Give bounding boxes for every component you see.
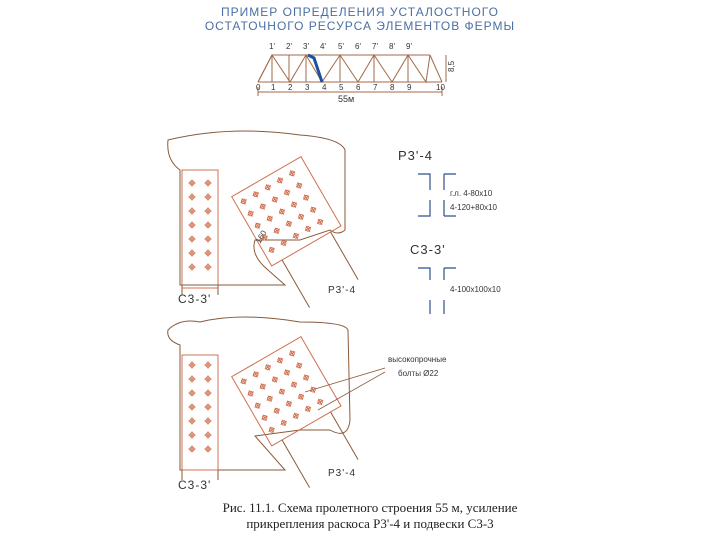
bolt-icon <box>246 209 256 219</box>
bolt-icon <box>189 236 196 243</box>
bolt-icon <box>251 190 261 200</box>
bolt-icon <box>251 370 261 380</box>
span-label: 55м <box>338 94 355 104</box>
bolt-icon <box>189 180 196 187</box>
bolt-icon <box>277 207 287 217</box>
bolt-icon <box>287 169 297 179</box>
bottom-node-label: 9 <box>407 83 412 92</box>
top-node-label: 2' <box>286 42 292 51</box>
top-node-label: 1' <box>269 42 275 51</box>
bolt-icon <box>205 236 212 243</box>
truss-scheme <box>258 55 446 96</box>
bolt-icon <box>189 376 196 383</box>
bottom-node-label: 8 <box>390 83 395 92</box>
section-p34-title: Р3'-4 <box>398 148 433 163</box>
top-node-label: 9' <box>406 42 412 51</box>
bolt-icon <box>275 356 285 366</box>
bottom-node-label: 0 <box>256 83 261 92</box>
bolt-icon <box>260 413 270 423</box>
bolt-icon <box>189 250 196 257</box>
bolt-icon <box>296 212 306 222</box>
bolt-icon <box>189 404 196 411</box>
bolt-icon <box>315 397 325 407</box>
bolt-icon <box>189 418 196 425</box>
bolt-icon <box>272 226 282 236</box>
bolt-icon <box>253 401 263 411</box>
caption-line-1: Рис. 11.1. Схема пролетного строения 55 м, усиление <box>222 500 518 515</box>
bolt-group-brace-bottom <box>239 349 325 435</box>
bolt-icon <box>189 390 196 397</box>
bolt-icon <box>189 208 196 215</box>
bolt-icon <box>205 418 212 425</box>
brace-label-bottom: Р3'-4 <box>328 468 357 479</box>
top-node-label: 4' <box>320 42 326 51</box>
section-c33 <box>410 242 501 314</box>
bolt-icon <box>205 390 212 397</box>
top-node-label: 7' <box>372 42 378 51</box>
bolt-icon <box>239 377 249 387</box>
top-node-label: 3' <box>303 42 309 51</box>
bolt-icon <box>205 432 212 439</box>
top-node-labels <box>269 42 412 51</box>
bolt-icon <box>291 411 301 421</box>
bolt-icon <box>303 404 313 414</box>
bolt-icon <box>294 181 304 191</box>
bolt-icon <box>265 394 275 404</box>
brace-label-top: Р3'-4 <box>328 285 357 296</box>
bolt-icon <box>205 376 212 383</box>
bolt-icon <box>205 264 212 271</box>
bolt-icon <box>205 404 212 411</box>
bolt-icon <box>258 382 268 392</box>
bolt-group-brace-top <box>239 169 325 255</box>
bolt-icon <box>284 399 294 409</box>
bolt-icon <box>308 385 318 395</box>
bolt-icon <box>277 387 287 397</box>
bolt-icon <box>263 183 273 193</box>
bottom-node-label: 7 <box>373 83 378 92</box>
bolt-icon <box>289 380 299 390</box>
bolt-group-hanger-bottom <box>189 362 212 453</box>
bolt-icon <box>301 373 311 383</box>
dim-label: 160 <box>253 228 269 245</box>
section-p34-line1: г.л. 4-80х10 <box>450 189 493 198</box>
detail-top <box>168 131 369 314</box>
bolt-icon <box>289 200 299 210</box>
bottom-node-labels <box>256 83 445 92</box>
bolt-icon <box>284 219 294 229</box>
bottom-node-label: 2 <box>288 83 293 92</box>
bolt-icon <box>205 194 212 201</box>
bolt-icon <box>205 250 212 257</box>
bottom-node-label: 10 <box>436 83 445 92</box>
bolt-icon <box>205 180 212 187</box>
bolt-icon <box>272 406 282 416</box>
section-p34 <box>398 148 497 216</box>
top-node-label: 6' <box>355 42 361 51</box>
bolt-icon <box>308 205 318 215</box>
bolt-icon <box>205 208 212 215</box>
section-p34-line2: 4-120+80х10 <box>450 203 497 212</box>
bolt-icon <box>282 188 292 198</box>
bolt-icon <box>270 375 280 385</box>
bolt-icon <box>291 231 301 241</box>
title-line-2: ОСТАТОЧНОГО РЕСУРСА ЭЛЕМЕНТОВ ФЕРМЫ <box>204 19 516 33</box>
bolt-icon <box>189 362 196 369</box>
top-node-label: 5' <box>338 42 344 51</box>
bottom-node-label: 4 <box>322 83 327 92</box>
bolt-icon <box>205 446 212 453</box>
bolt-icon <box>282 368 292 378</box>
bolt-icon <box>189 194 196 201</box>
bolt-group-hanger-top <box>189 180 212 271</box>
detail-bottom <box>168 317 447 494</box>
bolt-icon <box>279 418 289 428</box>
bolt-icon <box>303 224 313 234</box>
bottom-node-label: 6 <box>356 83 361 92</box>
section-c33-line1: 4-100х100х10 <box>450 285 501 294</box>
caption-line-2: прикрепления раскоса Р3'-4 и подвески С3-3 <box>246 516 494 531</box>
bolt-icon <box>258 202 268 212</box>
bolt-icon <box>265 214 275 224</box>
section-c33-title: С3-3' <box>410 242 446 257</box>
title-line-1: ПРИМЕР ОПРЕДЕЛЕНИЯ УСТАЛОСТНОГО <box>221 5 499 19</box>
bottom-node-label: 1 <box>271 83 276 92</box>
bolts-note-line2: болты Ø22 <box>398 369 439 378</box>
bolt-icon <box>267 245 277 255</box>
bolt-icon <box>205 362 212 369</box>
bolt-icon <box>315 217 325 227</box>
bolt-icon <box>189 432 196 439</box>
bolt-icon <box>246 389 256 399</box>
bolt-icon <box>296 392 306 402</box>
highlighted-brace-member <box>308 55 322 82</box>
height-label: 8,5 <box>447 60 456 72</box>
bolt-icon <box>263 363 273 373</box>
bolt-icon <box>189 264 196 271</box>
bolt-icon <box>270 195 280 205</box>
bolt-icon <box>301 193 311 203</box>
bolts-note-line1: высокопрочные <box>388 355 447 364</box>
bolt-icon <box>253 221 263 231</box>
bolt-icon <box>287 349 297 359</box>
bolt-icon <box>239 197 249 207</box>
bottom-node-label: 3 <box>305 83 310 92</box>
bolt-icon <box>189 222 196 229</box>
top-node-label: 8' <box>389 42 395 51</box>
bottom-node-label: 5 <box>339 83 344 92</box>
bolt-icon <box>205 222 212 229</box>
bolt-icon <box>275 176 285 186</box>
plate-label-bottom: С3-3' <box>178 478 212 492</box>
bolt-icon <box>294 361 304 371</box>
bolt-icon <box>189 446 196 453</box>
plate-label-top: С3-3' <box>178 292 212 306</box>
